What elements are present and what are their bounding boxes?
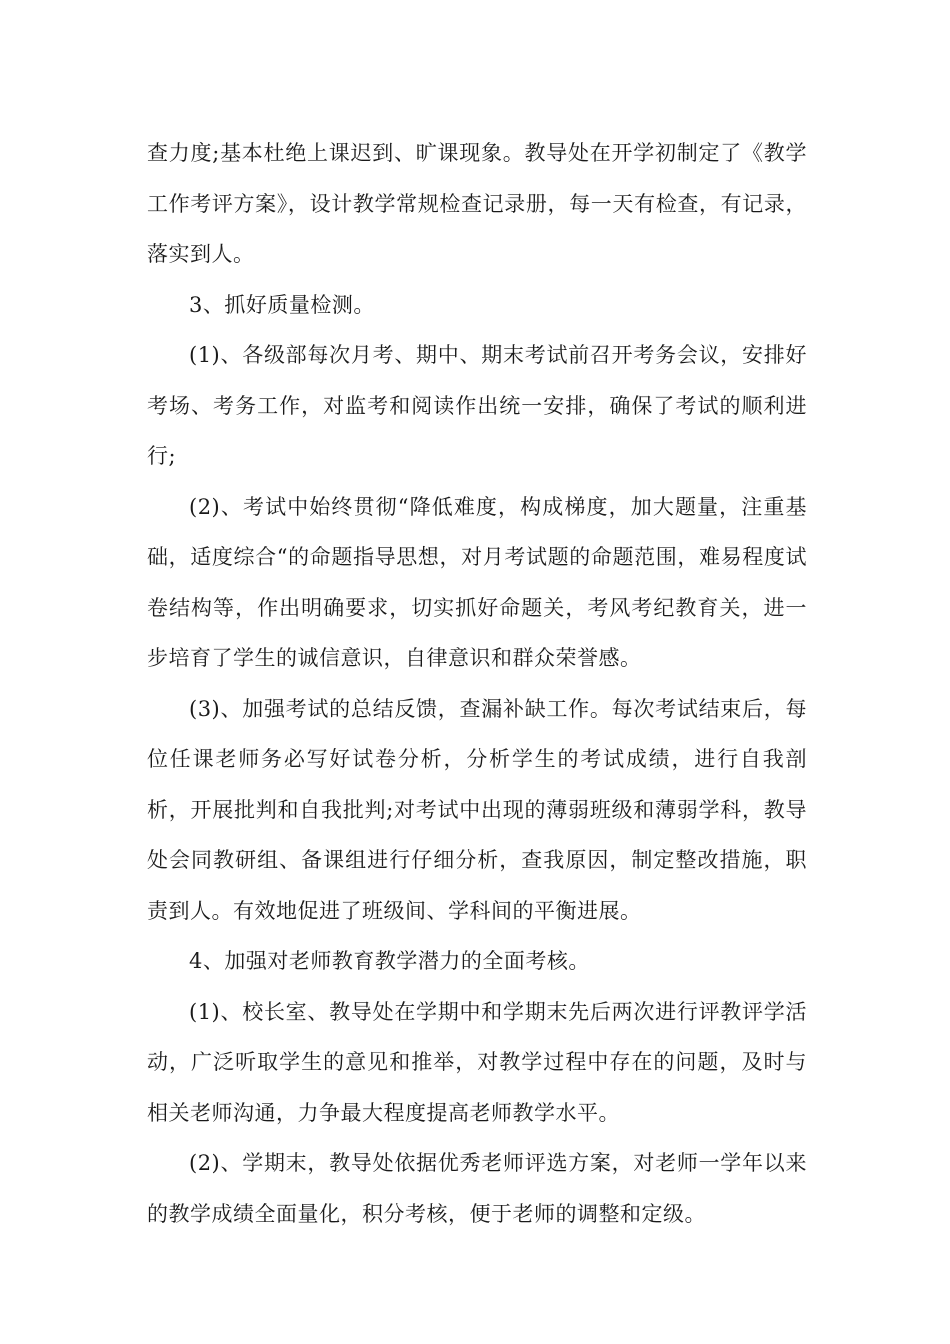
paragraph-5: (3)、加强考试的总结反馈，查漏补缺工作。每次考试结束后，每位任课老师务必写好试卷分析，分析学生的考试成绩，进行自我剖析，开展批判和自我批判;对考试中出现的薄弱班级和薄弱学科，教导处会同教研组、备课组进行仔细分析，查我原因，制定整改措施，职责到人。有效地促进了班级间、学科间的平衡进展。 — [147, 696, 807, 923]
paragraph-7: (1)、校长室、教导处在学期中和学期末先后两次进行评教评学活动，广泛听取学生的意见和推举，对教学过程中存在的问题，及时与相关老师沟通，力争最大程度提高老师教学水平。 — [147, 999, 807, 1125]
paragraph-3: (1)、各级部每次月考、期中、期末考试前召开考务会议，安排好考场、考务工作，对监考和阅读作出统一安排，确保了考试的顺利进行; — [147, 343, 807, 468]
paragraph-1: 查力度;基本杜绝上课迟到、旷课现象。教导处在开学初制定了《教学工作考评方案》，设计教学常规检查记录册，每一天有检查，有记录，落实到人。 — [147, 141, 807, 266]
paragraph-6-heading: 4、加强对老师教育教学潜力的全面考核。 — [189, 949, 590, 973]
paragraph-4: (2)、考试中始终贯彻“降低难度，构成梯度，加大题量，注重基础，适度综合“的命题指导思想，对月考试题的命题范围，难易程度试卷结构等，作出明确要求，切实抓好命题关，考风考纪教育关，进一步培育了学生的诚信意识，自律意识和群众荣誉感。 — [147, 494, 807, 670]
paragraph-2-heading: 3、抓好质量检测。 — [189, 292, 375, 317]
paragraph-8: (2)、学期末，教导处依据优秀老师评选方案，对老师一学年以来的教学成绩全面量化，积分考核，便于老师的调整和定级。 — [147, 1151, 807, 1226]
document-body — [147, 128, 807, 1239]
